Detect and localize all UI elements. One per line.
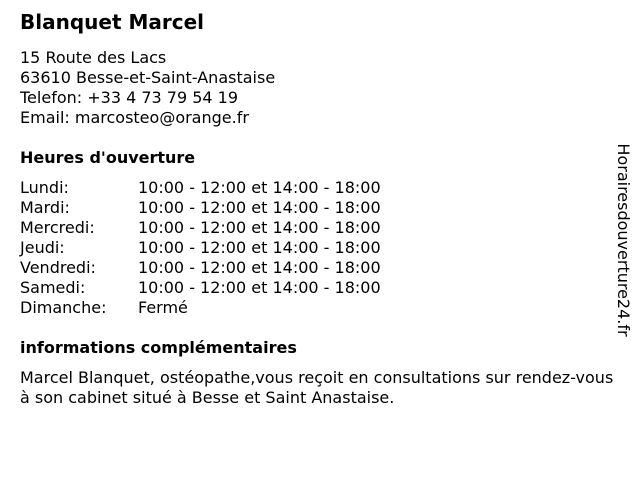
phone-line: Telefon: +33 4 73 79 54 19 — [20, 88, 239, 107]
day-label: Mardi: — [20, 198, 70, 217]
time-value: 10:00 - 12:00 et 14:00 - 18:00 — [138, 278, 381, 297]
business-card — [20, 8, 620, 408]
hours-row-friday — [20, 258, 620, 278]
hours-row-wednesday — [20, 218, 620, 238]
additional-info-text: Marcel Blanquet, ostéopathe,vous reçoit en consultations sur rendez-vous à son cabinet situé à Besse et Saint Anastaise. — [20, 368, 614, 407]
watermark-text: Horairesdouverture24.fr — [614, 143, 633, 337]
hours-row-sunday — [20, 298, 620, 318]
day-label: Vendredi: — [20, 258, 96, 277]
time-value: Fermé — [138, 298, 188, 317]
time-value: 10:00 - 12:00 et 14:00 - 18:00 — [138, 178, 381, 197]
address-line-2: 63610 Besse-et-Saint-Anastaise — [20, 68, 276, 87]
day-label: Dimanche: — [20, 298, 107, 317]
additional-info-heading: informations complémentaires — [20, 338, 297, 357]
opening-hours-heading: Heures d'ouverture — [20, 148, 196, 167]
time-value: 10:00 - 12:00 et 14:00 - 18:00 — [138, 258, 381, 277]
opening-hours-table — [20, 178, 620, 318]
email-line: Email: marcosteo@orange.fr — [20, 108, 249, 127]
hours-row-tuesday — [20, 198, 620, 218]
hours-row-monday — [20, 178, 620, 198]
day-label: Samedi: — [20, 278, 86, 297]
business-name: Blanquet Marcel — [20, 10, 205, 34]
day-label: Lundi: — [20, 178, 69, 197]
time-value: 10:00 - 12:00 et 14:00 - 18:00 — [138, 238, 381, 257]
hours-row-thursday — [20, 238, 620, 258]
time-value: 10:00 - 12:00 et 14:00 - 18:00 — [138, 218, 381, 237]
hours-row-saturday — [20, 278, 620, 298]
day-label: Jeudi: — [20, 238, 65, 257]
time-value: 10:00 - 12:00 et 14:00 - 18:00 — [138, 198, 381, 217]
day-label: Mercredi: — [20, 218, 95, 237]
address-line-1: 15 Route des Lacs — [20, 48, 167, 67]
